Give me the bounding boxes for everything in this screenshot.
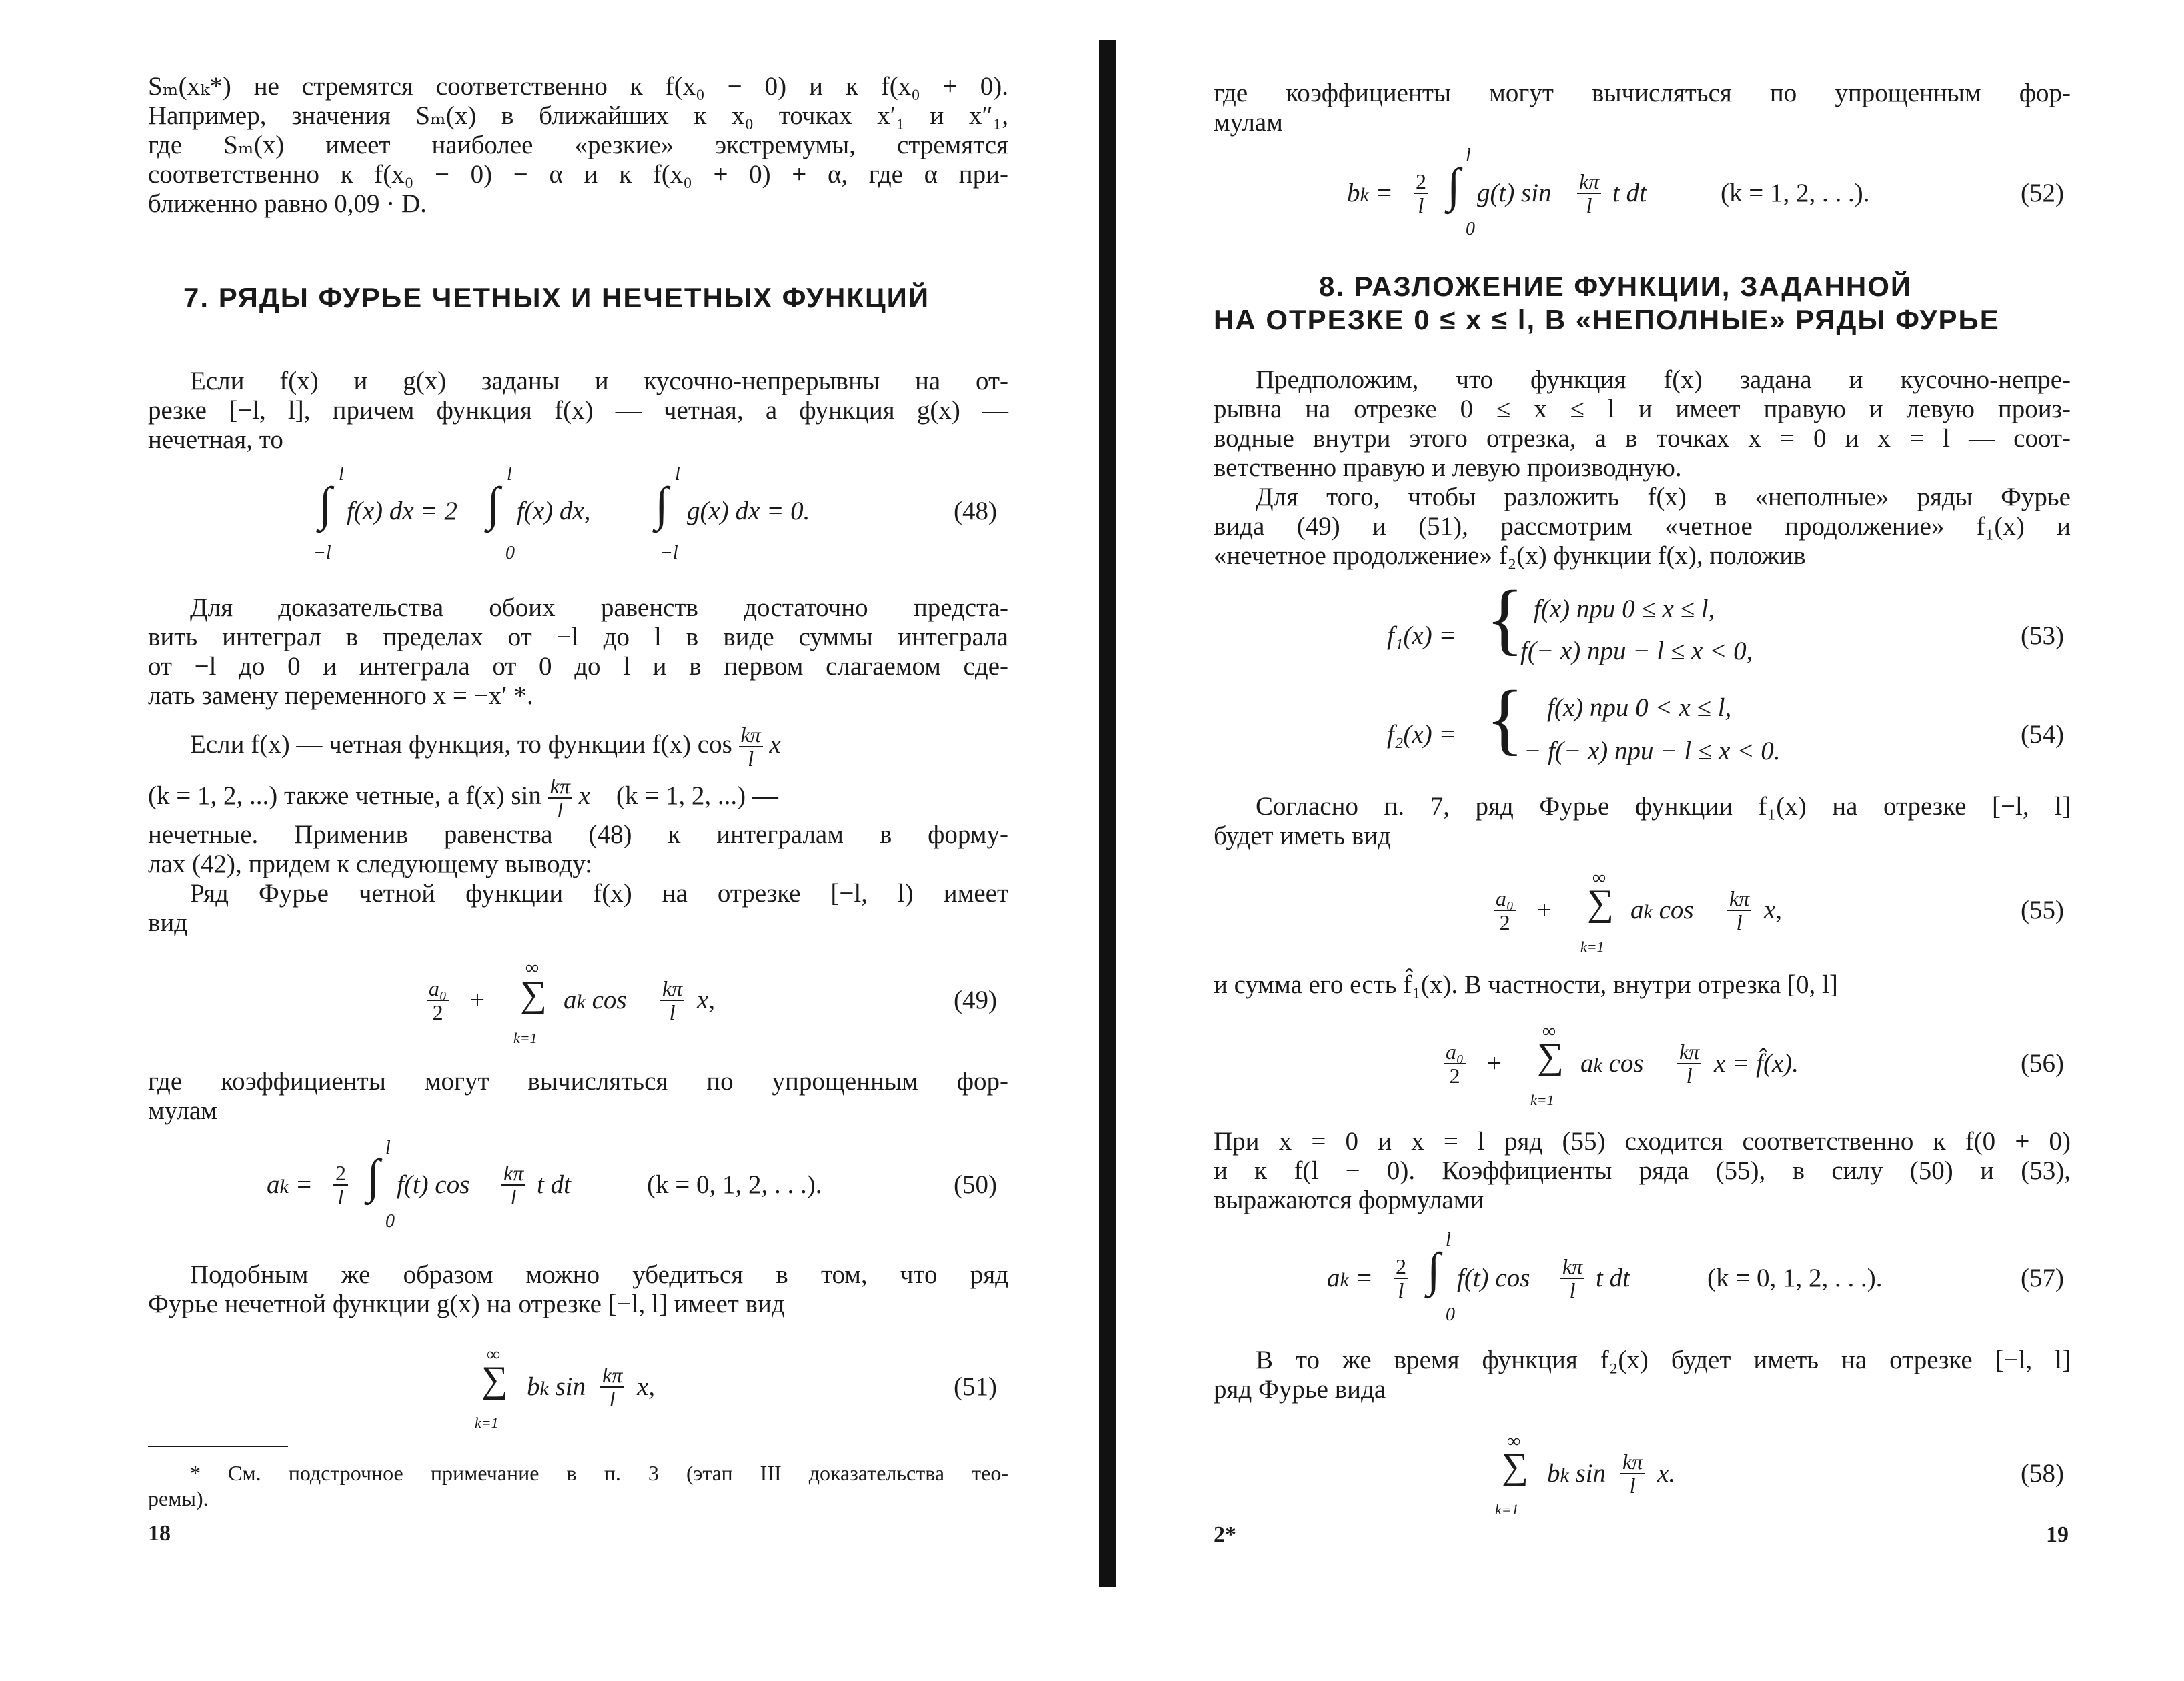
book-spine <box>1099 40 1116 1587</box>
left-page: Sₘ(xₖ*) не стремятся соответственно к f(x₀ − 0) и к f(x₀ + 0). Например, значения Sₘ(x) в ближайших к x₀ точках x′₁ и x″₁, где Sₘ(x) имеет наиболее «резкие» экстремумы, стремятся соответственно к f(x₀ − 0) − α и к f(x₀ + 0) + α, где α при- ближенно равно 0,09 · D. 7. РЯДЫ ФУРЬЕ ЧЕТНЫХ И НЕЧЕТНЫХ ФУНКЦИЙ Если f(x) и g(x) заданы и кусочно-непрерывны на от- резке [−l, l], причем функция f(x) — четная, а функция g(x) — нечетная, то l ∫ −l f(x) dx = 2 l ∫ 0 f(x) dx, l ∫ −l g(x) dx = 0. (48) Для доказательства обоих равенств достаточно предста- вить интеграл в пределах от −l до l в виде суммы интеграла от −l до 0 и интеграла от 0 до l и в первом слагаемом сде- лать замену переменного x = −x′ *. Если f(x) — четная функция, то функции f(x) cos $\frac{k\pi}{l}$ x (k = 1, 2, ...) также четные, а f(x) sin $\frac{k\pi}{l}$ x (k = 1, 2, ...) — нечетные. Применив равенства (48) к интегралам в форму- лах (42), придем к следующему выводу: Ряд Фурье четной функции f(x) на отрезке [−l, l) имеет вид $\frac{\text{a₀}}{2}$ + ∞ ∑ k=1 ak cos $\frac{k\pi}{l}$ x, (49) где коэффициенты могут вычисляться по упрощенным фор- мулам ak = $\frac{2}{l}$ l ∫ 0 f(t) cos $\frac{k\pi}{l}$ t dt (k = 0, 1, 2, . . .). (50) Подобным же образом можно убедиться в том, что ряд Фурье нечетной функции g(x) на отрезке [−l, l] имеет вид ∞ ∑ k=1 bk sin $\frac{k\pi}{l}$ x, (51) * См. подстрочное примечание в п. 3 (этап III доказательства тео- ремы). 18 <box>0 0 1094 1681</box>
text-line: где коэффициенты могут вычисляться по упрощенным фор- <box>1214 79 2071 107</box>
text-line: мулам <box>148 1096 217 1125</box>
equation-number: (57) <box>2021 1264 2064 1292</box>
section-heading-8: 8. РАЗЛОЖЕНИЕ ФУНКЦИИ, ЗАДАННОЙ <box>1319 271 1913 302</box>
text-line: Подобным же образом можно убедиться в том, что ряд <box>190 1260 1008 1289</box>
text-line: будет иметь вид <box>1214 821 1391 850</box>
text-line: водные внутри этого отрезка, а в точках x = 0 и x = l — соот- <box>1214 424 2071 453</box>
text-line: Sₘ(xₖ*) не стремятся соответственно к f(x₀ − 0) и к f(x₀ + 0). <box>148 72 1008 101</box>
text-line: рывна на отрезке 0 ≤ x ≤ l и имеет правую и левую произ- <box>1214 395 2071 423</box>
text-line: резке [−l, l], причем функция f(x) — четная, а функция g(x) — <box>148 396 1008 425</box>
equation-number: (50) <box>954 1170 997 1199</box>
text-line: мулам <box>1214 108 1283 137</box>
text-line: Для того, чтобы разложить f(x) в «неполные» ряды Фурье <box>1256 483 2071 511</box>
section-heading-7: 7. РЯДЫ ФУРЬЕ ЧЕТНЫХ И НЕЧЕТНЫХ ФУНКЦИЙ <box>183 282 930 313</box>
right-page: где коэффициенты могут вычисляться по упрощенным фор- мулам bk = $\frac{2}{l}$ l ∫ 0 g(t) sin $\frac{k\pi}{l}$ t dt (k = 1, 2, . . .). (52) 8. РАЗЛОЖЕНИЕ ФУНКЦИИ, ЗАДАННОЙ НА ОТРЕЗКЕ 0 ≤ x ≤ l, В «НЕПОЛНЫЕ» РЯДЫ ФУРЬЕ Предположим, что функция f(x) задана и кусочно-непре- рывна на отрезке 0 ≤ x ≤ l и имеет правую и левую произ- водные внутри этого отрезка, а в точках x = 0 и x = l — соот- ветственно правую и левую производную. Для того, чтобы разложить f(x) в «неполные» ряды Фурье вида (49) и (51), рассмотрим «четное продолжение» f₁(x) и «нечетное продолжение» f₂(x) функции f(x), положив f₁(x) = { f(x) при 0 ≤ x ≤ l, f(− x) при − l ≤ x < 0, (53) f₂(x) = { f(x) при 0 < x ≤ l, − f(− x) при − l ≤ x < 0. (54) Согласно п. 7, ряд Фурье функции f₁(x) на отрезке [−l, l] будет иметь вид $\frac{\text{a₀}}{2}$ + ∞ ∑ k=1 ak cos $\frac{k\pi}{l}$ x, (55) и сумма его есть f̂₁(x). В частности, внутри отрезка [0, l] $\frac{\text{a₀}}{2}$ + ∞ ∑ k=1 ak cos $\frac{k\pi}{l}$ x = f̂(x). (56) При x = 0 и x = l ряд (55) сходится соответственно к f(0 + 0) и к f(l − 0). Коэффициенты ряда (55), в силу (50) и (53), выражаются формулами ak = $\frac{2}{l}$ l ∫ 0 f(t) cos $\frac{k\pi}{l}$ t dt (k = 0, 1, 2, . . .). (57) В то же время функция f₂(x) будет иметь на отрезке [−l, l] ряд Фурье вида ∞ ∑ k=1 bk sin $\frac{k\pi}{l}$ x. (58) 2* 19 <box>1134 0 2184 1681</box>
text-line: соответственно к f(x₀ − 0) − α и к f(x₀ + 0) + α, где α при- <box>148 160 1008 189</box>
text-line: Фурье нечетной функции g(x) на отрезке [−l, l] имеет вид <box>148 1290 785 1318</box>
text-line: от −l до 0 и интеграла от 0 до l и в первом слагаемом сде- <box>148 652 1008 681</box>
text-line: ветственно правую и левую производную. <box>1214 453 1682 482</box>
text-line: лать замену переменного x = −x′ *. <box>148 681 533 710</box>
text-line: Если f(x) — четная функция, то функции f(x) cos $\frac{k\pi}{l}$ x <box>190 723 781 771</box>
text-line: Согласно п. 7, ряд Фурье функции f₁(x) на отрезке [−l, l] <box>1256 792 2071 821</box>
text-line: где коэффициенты могут вычисляться по упрощенным фор- <box>148 1067 1008 1096</box>
text-line: выражаются формулами <box>1214 1186 1484 1214</box>
equation-number: (55) <box>2021 896 2064 924</box>
text-line: Предположим, что функция f(x) задана и кусочно-непре- <box>1256 365 2071 394</box>
text-line: Ряд Фурье четной функции f(x) на отрезке [−l, l) имеет <box>190 879 1008 908</box>
page-number: 18 <box>148 1521 171 1546</box>
text-line: вить интеграл в пределах от −l до l в виде суммы интеграла <box>148 623 1008 651</box>
text-line: ближенно равно 0,09 · D. <box>148 189 427 218</box>
footnote-line: * См. подстрочное примечание в п. 3 (этап III доказательства тео- <box>190 1461 1008 1485</box>
equation-number: (53) <box>2021 621 2064 650</box>
text-line: лах (42), придем к следующему выводу: <box>148 850 593 878</box>
text-line: (k = 1, 2, ...) также четные, а f(x) sin $\frac{k\pi}{l}$ x (k = 1, 2, ...) — <box>148 774 778 822</box>
text-line: и к f(l − 0). Коэффициенты ряда (55), в силу (50) и (53), <box>1214 1156 2071 1185</box>
equation-number: (48) <box>954 497 997 525</box>
text-line: Например, значения Sₘ(x) в ближайших к x₀ точках x′₁ и x″₁, <box>148 101 1008 130</box>
page-number: 19 <box>2046 1522 2069 1547</box>
equation-number: (52) <box>2021 179 2064 207</box>
text-line: где Sₘ(x) имеет наиболее «резкие» экстремумы, стремятся <box>148 131 1008 159</box>
text-line: нечетная, то <box>148 425 283 454</box>
section-heading-8-cont: НА ОТРЕЗКЕ 0 ≤ x ≤ l, В «НЕПОЛНЫЕ» РЯДЫ ФУРЬЕ <box>1214 304 2000 335</box>
text-line: нечетные. Применив равенства (48) к интегралам в форму- <box>148 820 1008 849</box>
equation-number: (58) <box>2021 1459 2064 1488</box>
text-line: Для доказательства обоих равенств достаточно предста- <box>190 593 1008 622</box>
text-line: вида (49) и (51), рассмотрим «четное продолжение» f₁(x) и <box>1214 512 2071 541</box>
text-line: В то же время функция f₂(x) будет иметь на отрезке [−l, l] <box>1256 1346 2071 1374</box>
footnote-rule <box>148 1446 288 1447</box>
text-line: вид <box>148 908 188 937</box>
text-line: и сумма его есть f̂₁(x). В частности, внутри отрезка [0, l] <box>1214 970 1838 999</box>
footnote-line: ремы). <box>148 1486 209 1510</box>
equation-number: (51) <box>954 1372 997 1401</box>
equation-number: (54) <box>2021 720 2064 749</box>
text-line: «нечетное продолжение» f₂(x) функции f(x), положив <box>1214 541 1806 570</box>
text-line: ряд Фурье вида <box>1214 1375 1386 1404</box>
text-line: При x = 0 и x = l ряд (55) сходится соответственно к f(0 + 0) <box>1214 1127 2071 1156</box>
equation-number: (49) <box>954 986 997 1014</box>
text-line: Если f(x) и g(x) заданы и кусочно-непрерывны на от- <box>190 367 1008 395</box>
equation-number: (56) <box>2021 1049 2064 1078</box>
signature-mark: 2* <box>1214 1522 1236 1547</box>
